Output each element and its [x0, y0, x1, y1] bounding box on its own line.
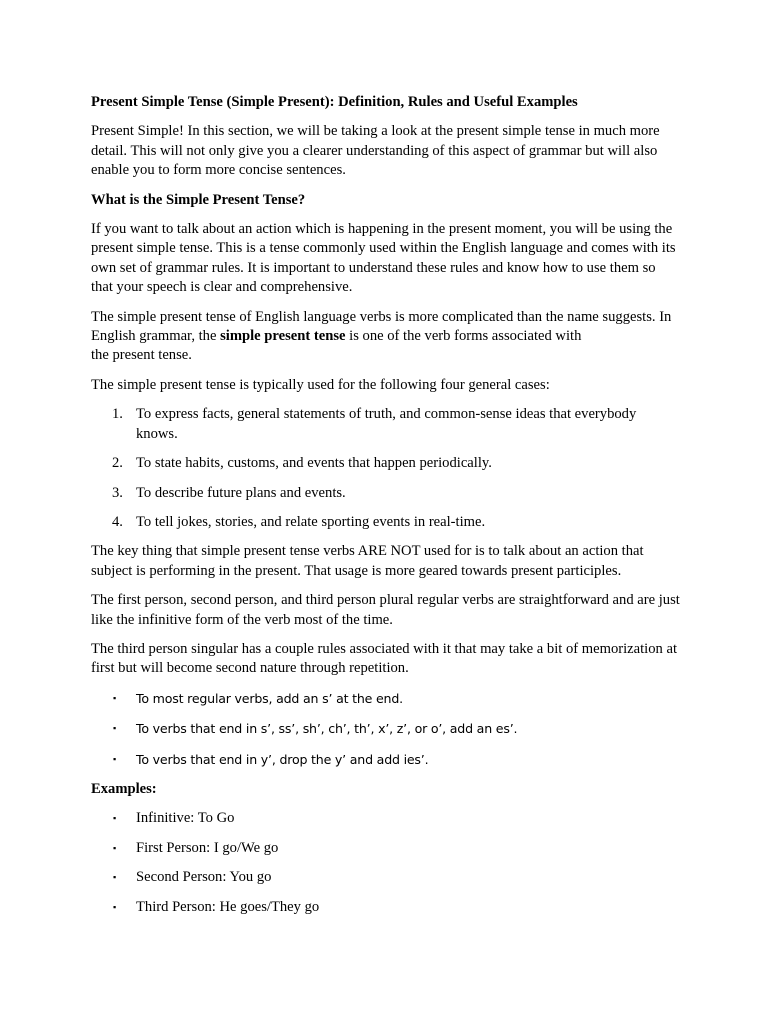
- complicated-text-c: the present tense.: [91, 347, 192, 364]
- list-item: [91, 839, 680, 858]
- list-item: [91, 719, 680, 739]
- intro-paragraph: Present Simple! In this section, we will be taking a look at the present simple tense in much more detail. This will not only give you a clearer understanding of this aspect of grammar but will also enable you to form more concise sentences.: [91, 123, 660, 179]
- square-bullet-icon: ▪: [113, 723, 117, 734]
- action-paragraph: If you want to talk about an action which is happening in the present moment, you will be using the present simple tense. This is a tense commonly used within the English language and comes with its own set of grammar rules. It is important to understand these rules and know how to use them so that your speech is clear and comprehensive.: [91, 221, 676, 296]
- list-item-text: To tell jokes, stories, and relate sporting events in real-time.: [136, 513, 486, 530]
- square-bullet-icon: ▪: [113, 842, 117, 853]
- third-singular-paragraph: The third person singular has a couple rules associated with it that may take a bit of memorization at first but will become second nature through repetition.: [91, 640, 678, 677]
- plural-paragraph: The first person, second person, and third person plural regular verbs are straightforward and are just like the infinitive form of the verb most of the time.: [91, 592, 680, 628]
- list-item: [91, 868, 680, 887]
- list-item: [91, 750, 680, 770]
- cases-list: [91, 405, 680, 532]
- list-item: [91, 513, 680, 532]
- section-heading: What is the Simple Present Tense?: [91, 191, 306, 208]
- list-item-text: Infinitive: To Go: [136, 810, 235, 827]
- document-title: Present Simple Tense (Simple Present): Definition, Rules and Useful Examples: [91, 94, 578, 110]
- square-bullet-icon: ▪: [113, 872, 117, 883]
- list-item: [91, 809, 680, 828]
- list-item-text: First Person: I go/We go: [136, 839, 279, 856]
- list-item-text: To express facts, general statements of truth, and common-sense ideas that everybody knows.: [136, 406, 637, 442]
- list-item-text: Third Person: He goes/They go: [136, 898, 320, 915]
- square-bullet-icon: ▪: [113, 813, 117, 824]
- rules-list: [91, 689, 680, 770]
- square-bullet-icon: ▪: [113, 901, 117, 912]
- square-bullet-icon: ▪: [113, 692, 117, 703]
- list-item-text: To describe future plans and events.: [136, 484, 346, 501]
- list-item: [91, 454, 680, 473]
- complicated-text-a: The simple present tense of English language verbs is more complicated than the name suggests. In English grammar, the: [91, 308, 672, 345]
- square-bullet-icon: ▪: [113, 753, 117, 764]
- list-item-text: Second Person: You go: [136, 869, 272, 886]
- complicated-paragraph: [91, 308, 680, 366]
- not-used-paragraph: The key thing that simple present tense verbs ARE NOT used for is to talk about an action that subject is performing in the present. That usage is more geared towards present participles.: [91, 543, 644, 579]
- list-item-text: To verbs that end in y’, drop the y’ and add ies’.: [136, 751, 429, 767]
- list-item-text: To most regular verbs, add an s’ at the end.: [136, 690, 403, 706]
- list-number: 4.: [112, 513, 123, 530]
- examples-heading: Examples:: [91, 780, 157, 797]
- bold-term: simple present tense: [220, 328, 346, 345]
- list-item: [91, 689, 680, 709]
- complicated-text-b: is one of the verb forms associated with: [345, 328, 582, 345]
- list-item: [91, 898, 680, 917]
- list-item: [91, 484, 680, 503]
- examples-list: [91, 809, 680, 917]
- cases-intro-paragraph: The simple present tense is typically used for the following four general cases:: [91, 376, 550, 393]
- list-number: 1.: [112, 406, 123, 423]
- list-item-text: To verbs that end in s’, ss’, sh’, ch’, th’, x’, z’, or o’, add an es’.: [136, 721, 518, 737]
- list-number: 2.: [112, 455, 123, 472]
- list-number: 3.: [112, 484, 123, 501]
- list-item: [91, 405, 680, 444]
- list-item-text: To state habits, customs, and events that happen periodically.: [136, 455, 492, 472]
